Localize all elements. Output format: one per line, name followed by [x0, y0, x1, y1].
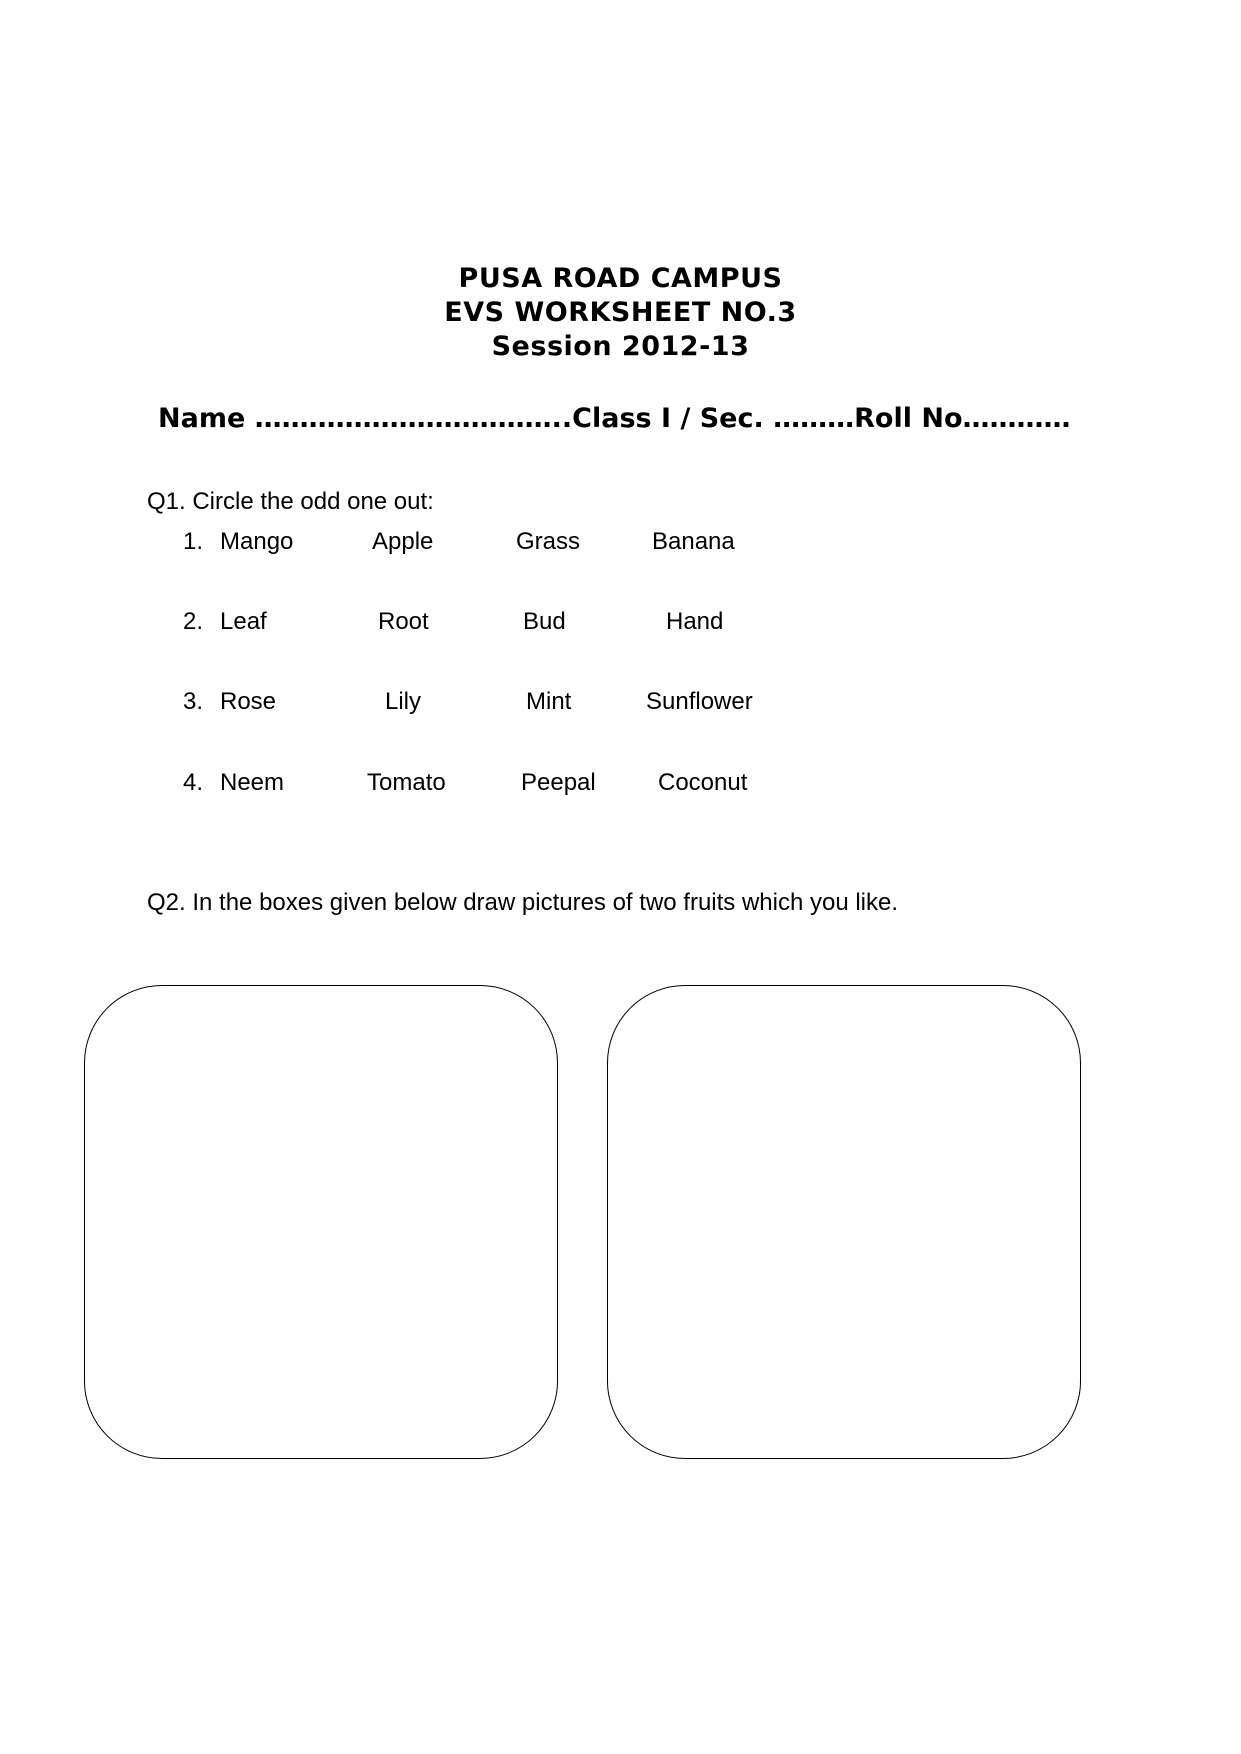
question-2-prompt: Q2. In the boxes given below draw pictures of two fruits which you like.	[147, 889, 899, 916]
question-1-prompt: Q1. Circle the odd one out:	[147, 488, 434, 515]
option-item[interactable]: Rose	[220, 688, 277, 715]
q1-row-4	[0, 768, 1241, 798]
worksheet-header	[0, 262, 1241, 364]
q1-row-1	[0, 527, 1241, 557]
option-item[interactable]: Banana	[652, 528, 735, 555]
option-item[interactable]: Leaf	[220, 608, 267, 635]
option-item[interactable]: Mango	[220, 528, 294, 555]
q1-row-2	[0, 607, 1241, 637]
worksheet-title: EVS WORKSHEET NO.3	[444, 297, 797, 328]
drawing-box-1[interactable]	[84, 985, 558, 1459]
row-number: 3.	[183, 688, 204, 715]
option-item[interactable]: Root	[378, 608, 429, 635]
row-number: 1.	[183, 528, 204, 555]
row-number: 2.	[183, 608, 204, 635]
school-name: PUSA ROAD CAMPUS	[458, 263, 783, 294]
option-item[interactable]: Neem	[220, 769, 285, 796]
option-item[interactable]: Lily	[385, 688, 422, 715]
option-item[interactable]: Sunflower	[646, 688, 753, 715]
option-item[interactable]: Mint	[526, 688, 572, 715]
option-item[interactable]: Coconut	[658, 769, 748, 796]
option-item[interactable]: Grass	[516, 528, 581, 555]
q1-row-3	[0, 687, 1241, 717]
drawing-box-2[interactable]	[607, 985, 1081, 1459]
option-item[interactable]: Apple	[372, 528, 434, 555]
session-label: Session 2012-13	[491, 331, 750, 362]
option-item[interactable]: Peepal	[521, 769, 596, 796]
row-number: 4.	[183, 769, 204, 796]
student-info-line: Name ……………………………..Class I / Sec. ………Roll No…………	[158, 403, 1071, 434]
option-item[interactable]: Hand	[666, 608, 724, 635]
option-item[interactable]: Tomato	[367, 769, 446, 796]
option-item[interactable]: Bud	[523, 608, 566, 635]
